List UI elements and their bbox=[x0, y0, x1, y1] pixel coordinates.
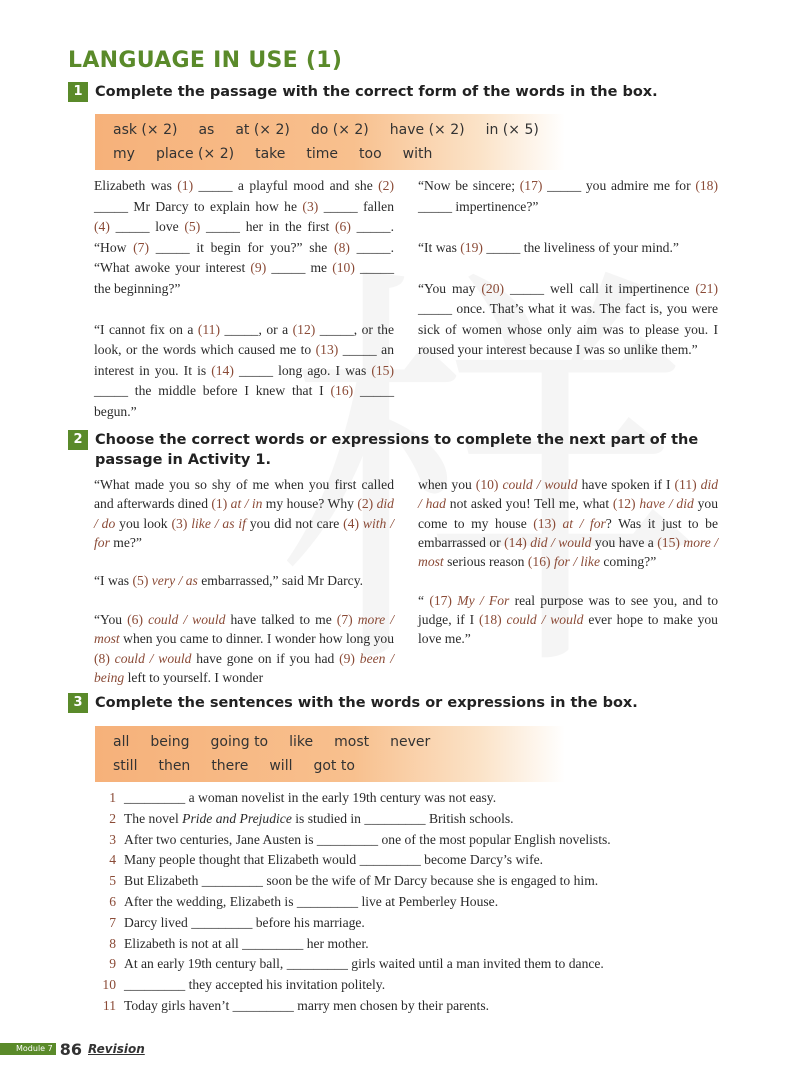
box-word: being bbox=[150, 734, 190, 750]
box-word: have (× 2) bbox=[389, 122, 465, 138]
module-tag: Module 7 bbox=[0, 1043, 56, 1055]
section-instruction: Choose the correct words or expressions to complete the next part of the passage in Activity 1. bbox=[95, 432, 699, 468]
box-word: then bbox=[158, 758, 191, 774]
section-number: 3 bbox=[68, 693, 88, 713]
passage-1-left-column bbox=[94, 176, 394, 422]
list-item: 5 But Elizabeth _________ soon be the wife of Mr Darcy because she is engaged to him. bbox=[109, 873, 599, 889]
box-word: like bbox=[289, 734, 314, 750]
page-footer bbox=[0, 1040, 145, 1058]
passage-paragraph: when you (10) could / would have spoken if I (11) did / had not asked you! Tell me, what (12) have / did you come to my house (13) at / for? Was it just to be embarrassed or (14) did / would you have a (15) more / most serious reason (16) for / like coming?” bbox=[418, 477, 719, 570]
word-box-1 bbox=[95, 114, 565, 170]
list-item: 2 The novel Pride and Prejudice is studied in _________ British schools. bbox=[109, 810, 514, 826]
box-word: my bbox=[113, 146, 135, 162]
passage-paragraph: “Now be sincere; (17) _____ you admire me for (18) _____ impertinence?” bbox=[418, 178, 718, 214]
passage-paragraph: Elizabeth was (1) _____ a playful mood and she (2) _____ Mr Darcy to explain how he (3) _____ fallen (4) _____ love (5) _____ her in the first (6) _____. “How (7) _____ it begin for you?” she (8) _____. “What awoke your interest (9) _____ me (10) _____ the beginning?” bbox=[94, 178, 395, 296]
box-word: got to bbox=[313, 758, 355, 774]
section-instruction: Complete the passage with the correct form of the words in the box. bbox=[95, 84, 658, 100]
passage-paragraph: “It was (19) _____ the liveliness of your mind.” bbox=[418, 239, 679, 255]
box-word: all bbox=[113, 734, 130, 750]
passage-paragraph: “I was (5) very / as embarrassed,” said Mr Darcy. bbox=[94, 573, 364, 589]
box-word: at (× 2) bbox=[235, 122, 290, 138]
box-word: too bbox=[359, 146, 382, 162]
passage-2-left-column bbox=[94, 475, 394, 687]
section-1-heading bbox=[68, 82, 658, 102]
box-word: there bbox=[211, 758, 249, 774]
passage-paragraph: “ (17) My / For real purpose was to see you, and to judge, if I (18) could / would ever hope to make you love me.” bbox=[418, 592, 718, 647]
list-item: 4 Many people thought that Elizabeth would _________ become Darcy’s wife. bbox=[109, 852, 544, 868]
box-word: as bbox=[198, 122, 215, 138]
box-word: never bbox=[390, 734, 431, 750]
list-item: 3 After two centuries, Jane Austen is _________ one of the most popular English novelists. bbox=[109, 831, 611, 847]
list-item: 10 _________ they accepted his invitation politely. bbox=[102, 977, 386, 993]
box-word: ask (× 2) bbox=[113, 122, 178, 138]
sentence-list bbox=[95, 788, 611, 1017]
box-word: going to bbox=[210, 734, 269, 750]
section-number: 1 bbox=[68, 82, 88, 102]
box-word: do (× 2) bbox=[310, 122, 369, 138]
box-word: will bbox=[269, 758, 293, 774]
list-item: 11 Today girls haven’t _________ marry men chosen by their parents. bbox=[102, 997, 490, 1013]
passage-paragraph: “You (6) could / would have talked to me (7) more / most when you came to dinner. I wonder how long you (8) could / would have gone on if you had (9) been / being left to yourself. I wonder bbox=[94, 612, 395, 685]
passage-1-right-column bbox=[418, 176, 718, 361]
box-word: take bbox=[255, 146, 286, 162]
list-item: 6 After the wedding, Elizabeth is _________ live at Pemberley House. bbox=[109, 893, 499, 909]
section-2-heading bbox=[68, 430, 728, 470]
page-section-label: Revision bbox=[88, 1042, 145, 1056]
passage-paragraph: “What made you so shy of me when you first called and afterwards dined (1) at / in my house? Why (2) did / do you look (3) like / as if you did not care (4) with / for me?” bbox=[94, 477, 394, 550]
section-3-heading bbox=[68, 693, 638, 713]
passage-paragraph: “You may (20) _____ well call it impertinence (21) _____ once. That’s what it was. The fact is, you were sick of women whose only aim was to please you. I roused your interest because I was so unlike them.” bbox=[418, 280, 718, 357]
list-item: 1 _________ a woman novelist in the early 19th century was not easy. bbox=[109, 790, 497, 805]
word-box-3 bbox=[95, 726, 565, 782]
page-title: LANGUAGE IN USE (1) bbox=[68, 48, 343, 73]
box-word: place (× 2) bbox=[155, 146, 235, 162]
box-word: still bbox=[113, 758, 138, 774]
passage-2-right-column bbox=[418, 475, 718, 649]
section-instruction: Complete the sentences with the words or expressions in the box. bbox=[95, 695, 638, 711]
box-word: time bbox=[306, 146, 339, 162]
list-item: 7 Darcy lived _________ before his marriage. bbox=[109, 914, 365, 930]
box-word: most bbox=[334, 734, 370, 750]
section-number: 2 bbox=[68, 430, 88, 450]
box-word: with bbox=[402, 146, 433, 162]
box-word: in (× 5) bbox=[485, 122, 539, 138]
passage-paragraph: “I cannot fix on a (11) _____, or a (12) _____, or the look, or the words which caused me to (13) _____ an interest in you. It is (14) _____ long ago. I was (15) _____ the middle before I knew that I (16) _____ begun.” bbox=[94, 321, 394, 419]
list-item: 9 At an early 19th century ball, _________ girls waited until a man invited them to dance. bbox=[109, 956, 604, 972]
list-item: 8 Elizabeth is not at all _________ her mother. bbox=[109, 935, 369, 951]
page-number: 86 bbox=[59, 1039, 82, 1059]
